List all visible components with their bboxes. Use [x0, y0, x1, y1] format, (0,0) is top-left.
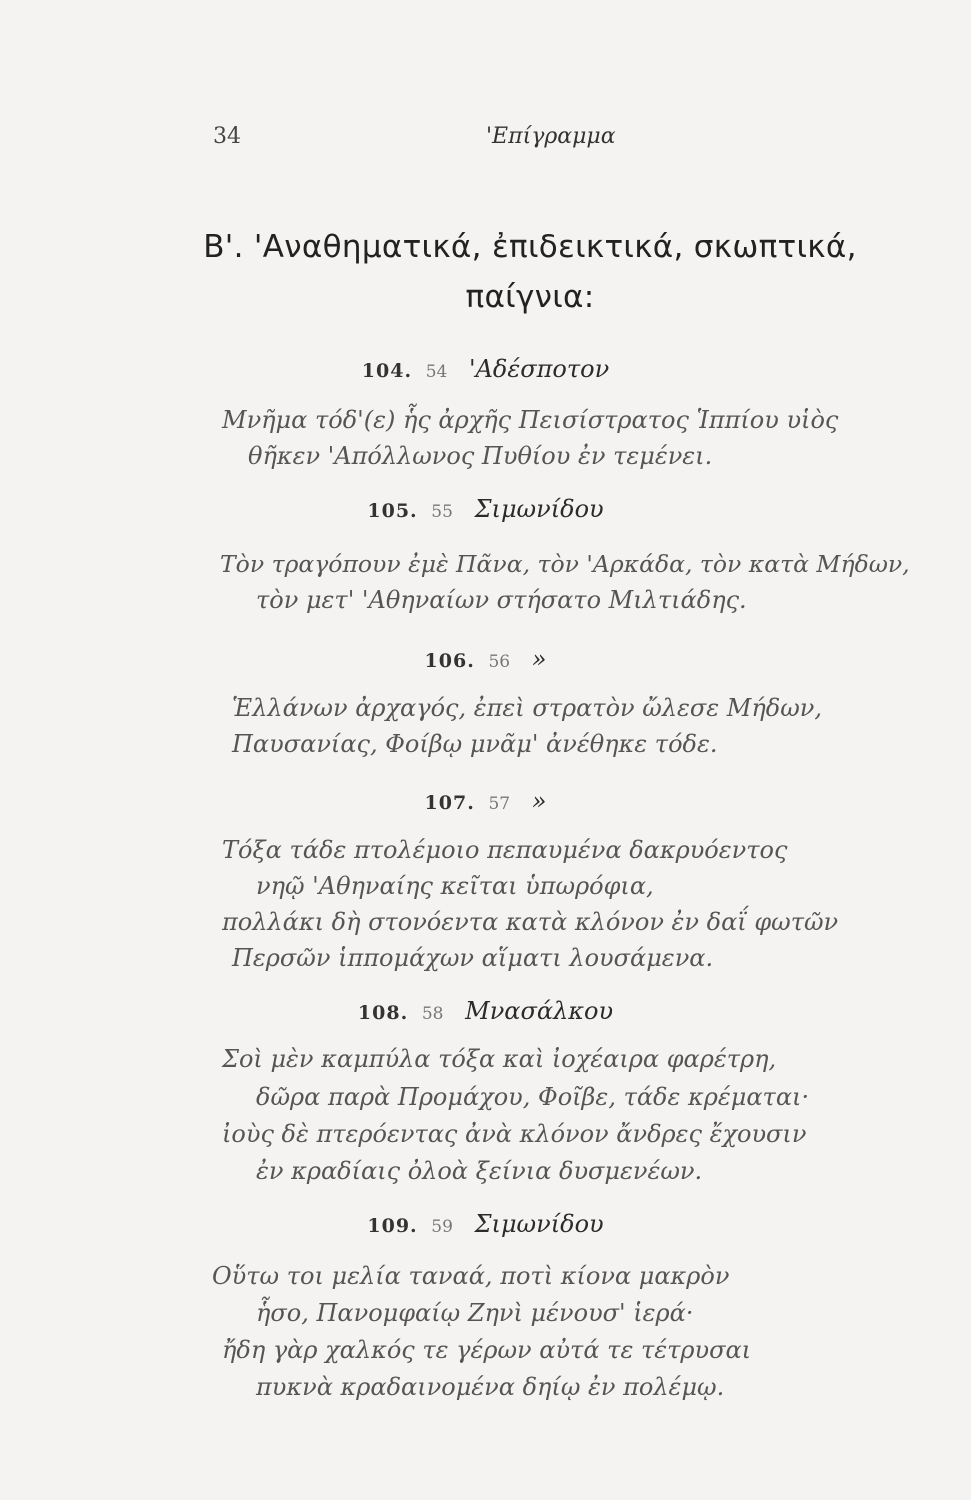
- section-heading: [200, 222, 860, 322]
- source-number: 58: [421, 1004, 444, 1024]
- epigram-number: 104.: [361, 360, 413, 382]
- running-title: 'Επίγραμμα: [486, 124, 616, 149]
- section-heading-line-1: Β'. 'Αναθηματικά, ἐπιδεικτικά, σκωπτικά,: [203, 229, 857, 265]
- epigram-heading: [0, 1207, 971, 1241]
- verse-line: Ἑλλάνων ἀρχαγός, ἐπεὶ στρατὸν ὤλεσε Μήδων,: [232, 694, 822, 722]
- epigram-heading: [0, 994, 971, 1028]
- verse-line: πυκνὰ κραδαινομένα δηίῳ ἐν πολέμῳ.: [256, 1373, 725, 1401]
- verse-line: ἧσο, Πανομφαίῳ Ζηνὶ μένουσ' ἱερά·: [256, 1299, 694, 1327]
- epigram-heading: [0, 492, 971, 526]
- source-number: 54: [425, 362, 448, 382]
- epigram-author: »: [531, 787, 547, 815]
- source-number: 55: [431, 502, 453, 522]
- epigram-number: 107.: [424, 792, 475, 814]
- verse-line: νηῷ 'Αθηναίης κεῖται ὑπωρόφια,: [256, 872, 654, 900]
- epigram-author: Σιμωνίδου: [474, 1210, 604, 1238]
- section-heading-line-2: παίγνια:: [465, 279, 595, 315]
- verse-line: Περσῶν ἱππομάχων αἵματι λουσάμενα.: [232, 944, 714, 972]
- epigram-author: »: [531, 645, 547, 673]
- verse-line: δῶρα παρὰ Προμάχου, Φοῖβε, τάδε κρέμαται·: [256, 1083, 810, 1111]
- epigram-heading: [0, 352, 971, 386]
- verse-line: Παυσανίας, Φοίβῳ μνᾶμ' ἀνέθηκε τόδε.: [232, 730, 718, 758]
- verse-line: Σοὶ μὲν καμπύλα τόξα καὶ ἰοχέαιρα φαρέτρη,: [222, 1045, 777, 1073]
- source-number: 56: [488, 652, 511, 672]
- source-number: 59: [431, 1217, 453, 1237]
- epigram-number: 106.: [424, 650, 475, 672]
- verse-line: τὸν μετ' 'Αθηναίων στήσατο Μιλτιάδης.: [256, 586, 747, 614]
- verse-line: ἐν κραδίαις ὀλοὰ ξείνια δυσμενέων.: [256, 1157, 703, 1185]
- verse-line: ἰοὺς δὲ πτερόεντας ἀνὰ κλόνον ἄνδρες ἔχουσιν: [222, 1120, 807, 1148]
- page-number: 34: [213, 124, 241, 149]
- epigram-heading: [0, 784, 971, 818]
- verse-line: Τὸν τραγόπουν ἐμὲ Πᾶνα, τὸν 'Αρκάδα, τὸν κατὰ Μήδων,: [220, 550, 910, 578]
- verse-line: Τόξα τάδε πτολέμοιο πεπαυμένα δακρυόεντος: [222, 836, 788, 864]
- epigram-author: Σιμωνίδου: [474, 495, 604, 523]
- epigram-author: 'Αδέσποτον: [469, 355, 610, 383]
- verse-line: Μνῆμα τόδ'(ε) ἧς ἀρχῆς Πεισίστρατος Ἱππίου υἱὸς: [222, 406, 839, 434]
- verse-line: πολλάκι δὴ στονόεντα κατὰ κλόνον ἐν δαΐ φωτῶν: [222, 908, 839, 936]
- epigram-number: 109.: [367, 1215, 418, 1237]
- epigram-number: 108.: [357, 1002, 409, 1024]
- verse-line: θῆκεν 'Απόλλωνος Πυθίου ἐν τεμένει.: [248, 442, 713, 470]
- page-header: [0, 124, 971, 154]
- epigram-heading: [0, 642, 971, 676]
- verse-line: ἤδη γὰρ χαλκός τε γέρων αὐτά τε τέτρυσαι: [222, 1336, 752, 1364]
- verse-line: Οὕτω τοι μελία ταναά, ποτὶ κίονα μακρὸν: [212, 1262, 730, 1290]
- epigram-number: 105.: [367, 500, 418, 522]
- source-number: 57: [488, 794, 511, 814]
- epigram-author: Μνασάλκου: [465, 997, 614, 1025]
